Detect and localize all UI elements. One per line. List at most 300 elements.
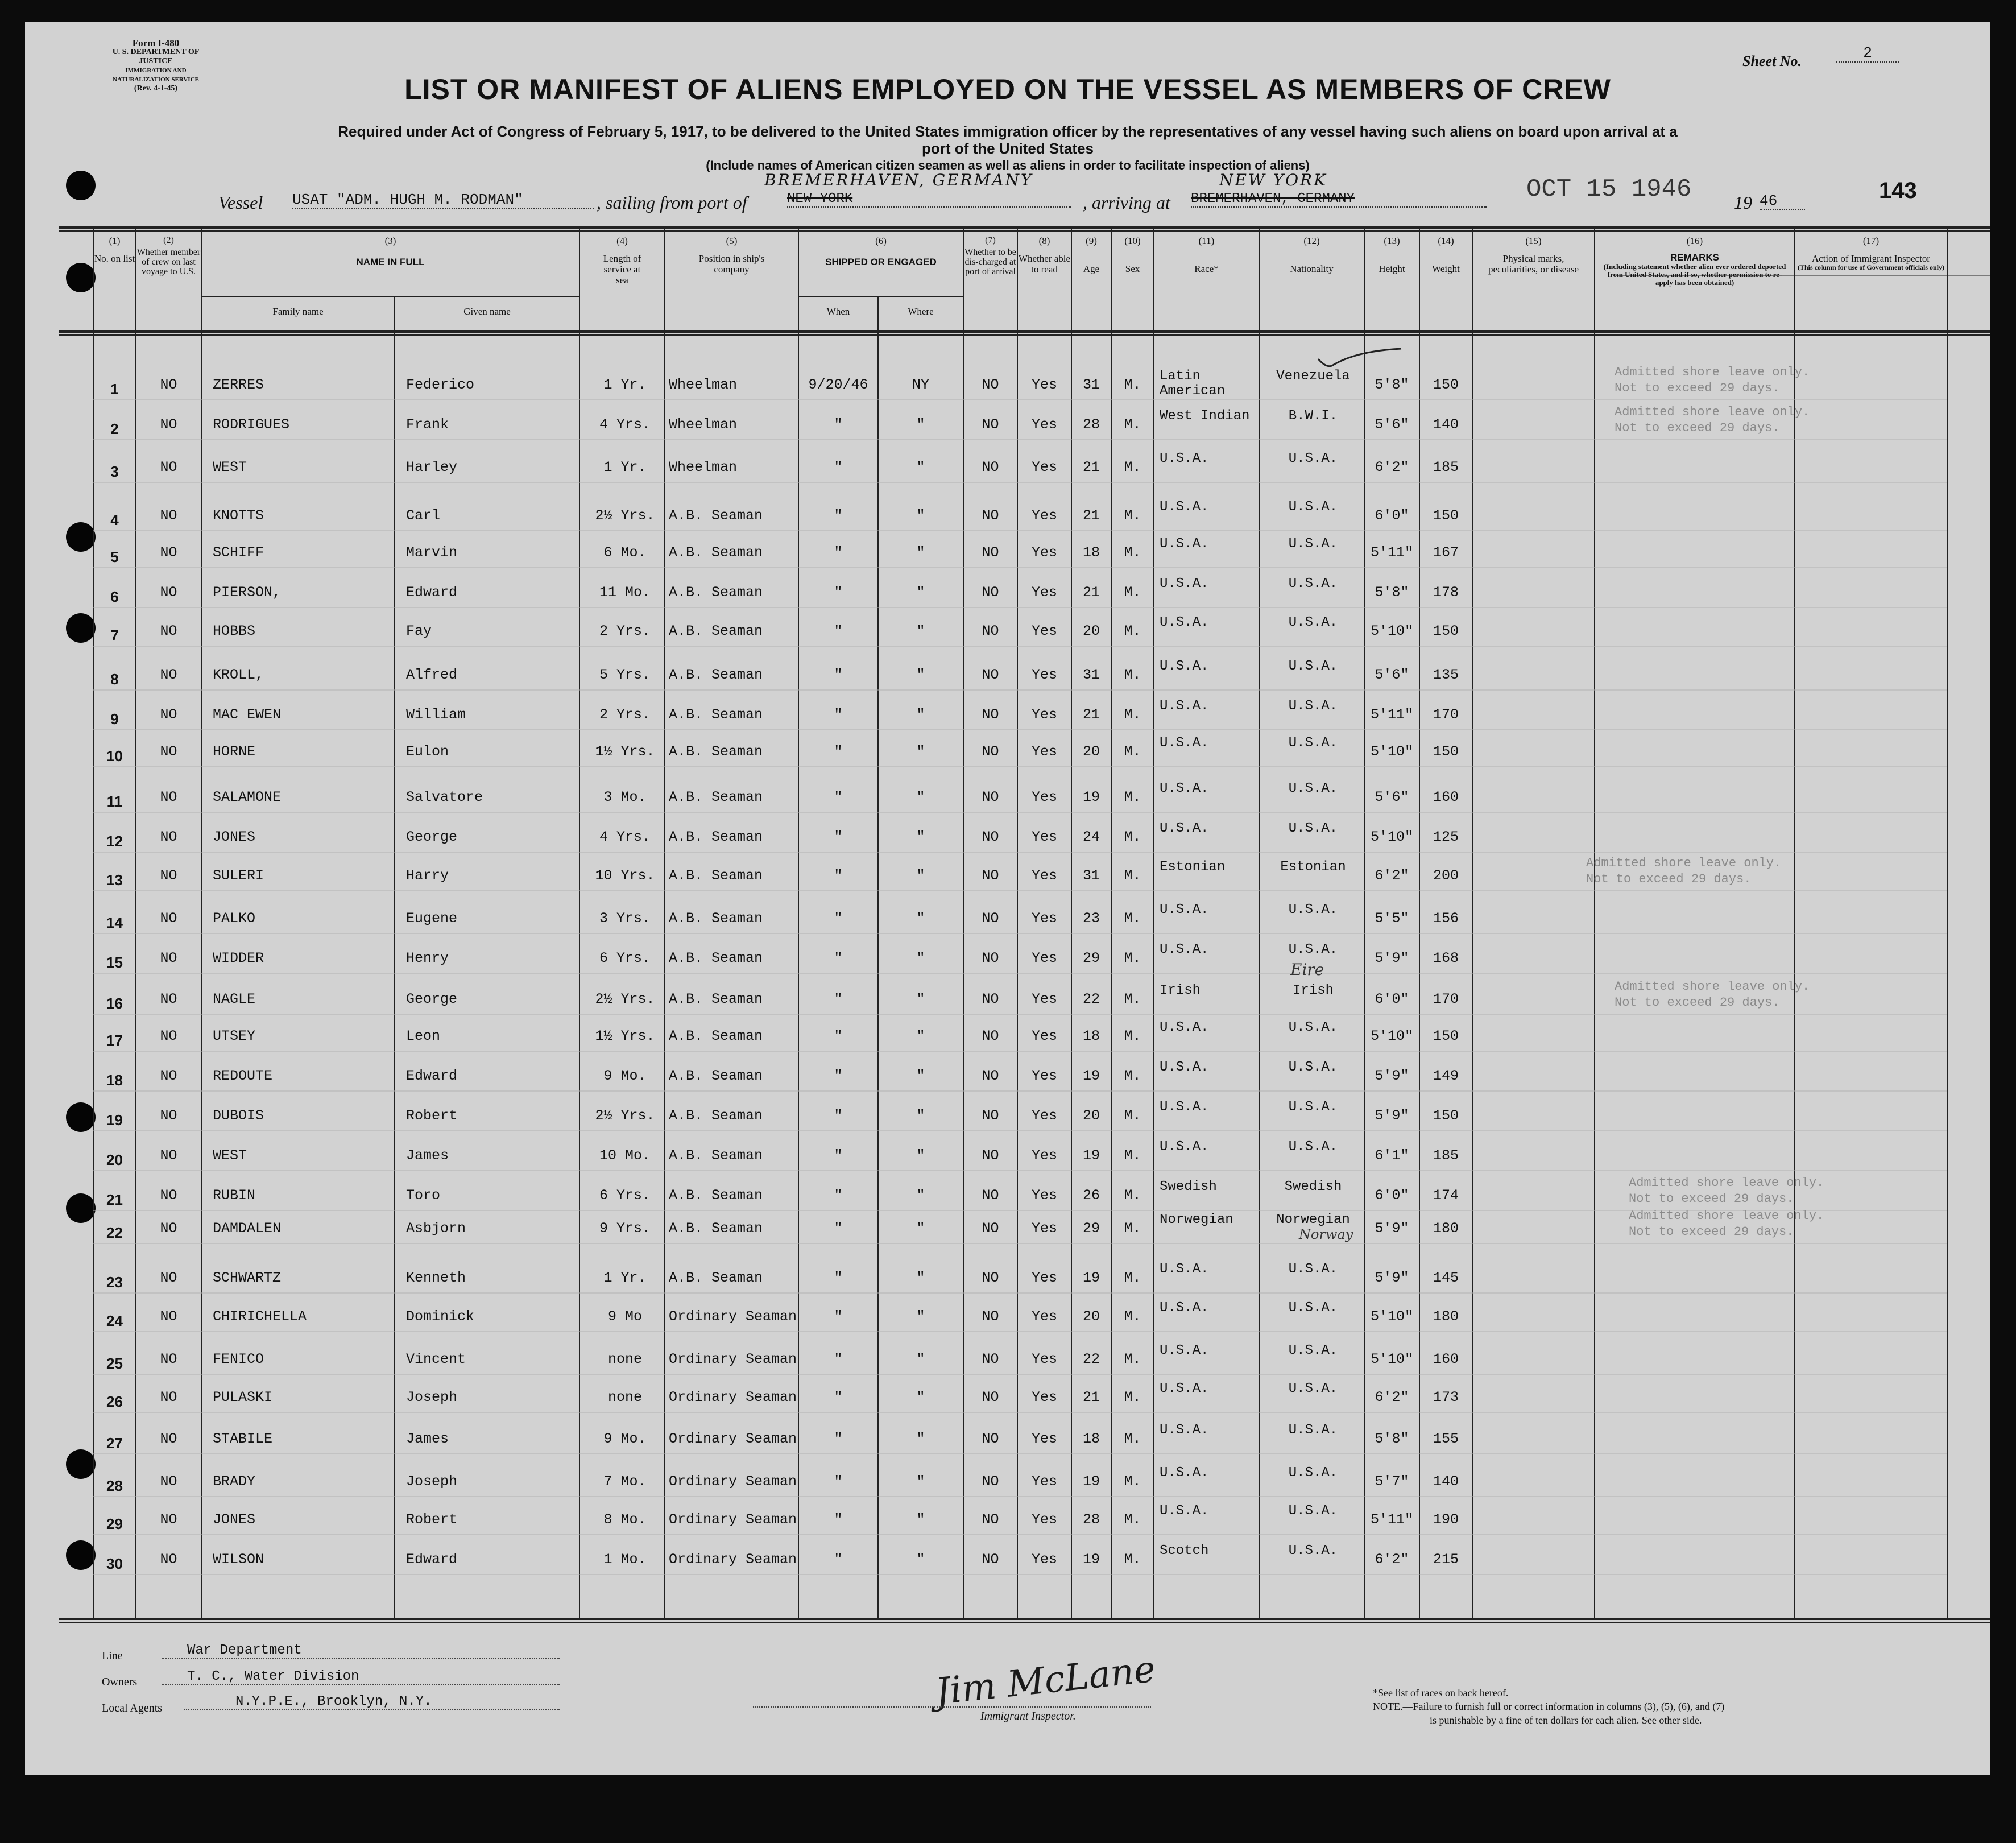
cell-sex: M. <box>1124 950 1141 966</box>
remark-stamp <box>1586 856 1781 887</box>
cell-nationality: U.S.A. <box>1288 1020 1338 1035</box>
cell-prev: NO <box>160 416 177 433</box>
cell-family: BRADY <box>213 1473 256 1490</box>
col-2-header: (2) Whether member of crew on last voyage to U.S. <box>136 235 201 276</box>
cell-prev: NO <box>160 910 177 927</box>
cell-height: 5'11" <box>1370 544 1413 561</box>
cell-height: 5'10" <box>1370 1308 1413 1325</box>
cell-height: 5'10" <box>1370 1028 1413 1044</box>
cell-height: 6'2" <box>1375 1389 1409 1406</box>
cell-when: " <box>834 1068 843 1084</box>
cell-where: " <box>916 623 925 639</box>
form-revision: (Rev. 4-1-45) <box>134 84 178 93</box>
cell-service: 1 Mo. <box>603 1551 647 1568</box>
cell-prev: NO <box>160 1028 177 1044</box>
cell-age: 20 <box>1082 623 1100 639</box>
cell-nationality: U.S.A. <box>1288 451 1338 466</box>
cell-discharged: NO <box>982 829 999 845</box>
cell-race: U.S.A. <box>1160 1423 1209 1438</box>
cell-nationality: U.S.A. <box>1288 699 1338 714</box>
col-11-header: (11) Race* <box>1194 235 1219 274</box>
cell-weight: 155 <box>1433 1431 1459 1447</box>
cell-when: " <box>834 1187 843 1204</box>
cell-when: 9/20/46 <box>808 377 868 393</box>
inspector-label: Immigrant Inspector. <box>980 1710 1076 1722</box>
cell-discharged: NO <box>982 789 999 805</box>
cell-weight: 135 <box>1433 667 1459 683</box>
cell-nationality: U.S.A. <box>1288 536 1338 552</box>
col-6a-header: When <box>826 306 850 317</box>
cell-prev: NO <box>160 867 177 884</box>
cell-height: 5'10" <box>1370 1351 1413 1367</box>
local-agents-label: Local Agents <box>102 1702 163 1714</box>
cell-weight: 174 <box>1433 1187 1459 1204</box>
cell-sex: M. <box>1124 1431 1141 1447</box>
cell-given: Federico <box>406 377 475 393</box>
cell-when: " <box>834 623 843 639</box>
form-number: Form I-480 <box>132 38 180 48</box>
cell-discharged: NO <box>982 910 999 927</box>
row-number: 24 <box>106 1312 123 1329</box>
remark-stamp <box>1615 979 1810 1011</box>
from-port-typed: NEW YORK <box>787 191 1071 208</box>
cell-family: JONES <box>213 829 256 845</box>
cell-sex: M. <box>1124 623 1141 639</box>
cell-read: Yes <box>1031 544 1057 561</box>
row-number: 9 <box>110 710 119 728</box>
cell-service: 5 Yrs. <box>599 667 651 683</box>
cell-nationality: Venezuela <box>1276 369 1350 384</box>
col-3b-header: Given name <box>463 306 511 317</box>
col-14-header: (14) Weight <box>1432 235 1460 274</box>
cell-where: " <box>916 1220 925 1237</box>
remark-line: Not to exceed 29 days. <box>1615 381 1780 395</box>
cell-when: " <box>834 459 843 476</box>
cell-sex: M. <box>1124 829 1141 845</box>
row-number: 26 <box>106 1393 123 1410</box>
cell-race: U.S.A. <box>1160 821 1209 836</box>
cell-service: 1½ Yrs. <box>595 1028 655 1044</box>
cell-age: 20 <box>1082 1108 1100 1124</box>
cell-given: Salvatore <box>406 789 483 805</box>
cell-weight: 150 <box>1433 507 1459 524</box>
cell-sex: M. <box>1124 1308 1141 1325</box>
cell-sex: M. <box>1124 706 1141 723</box>
cell-sex: M. <box>1124 789 1141 805</box>
cell-sex: M. <box>1124 1187 1141 1204</box>
cell-read: Yes <box>1031 623 1057 639</box>
cell-height: 5'10" <box>1370 623 1413 639</box>
page-title: LIST OR MANIFEST OF ALIENS EMPLOYED ON THE VESSEL AS MEMBERS OF CREW <box>404 73 1611 105</box>
cell-family: PULASKI <box>213 1389 273 1406</box>
col-8-header: (8) Whether able to read <box>1018 235 1071 275</box>
cell-where: " <box>916 1068 925 1084</box>
cell-discharged: NO <box>982 1028 999 1044</box>
arriving-at-label: , arriving at <box>1083 192 1170 213</box>
cell-weight: 150 <box>1433 1028 1459 1044</box>
cell-family: RODRIGUES <box>213 416 290 433</box>
cell-where: " <box>916 1473 925 1490</box>
cell-prev: NO <box>160 789 177 805</box>
col-9-header: (9) Age <box>1083 235 1100 274</box>
line-value: War Department <box>162 1643 560 1659</box>
col-16-header: (16) REMARKS (Including statement whether alien ever ordered deported from United States, and if so, whether permission to re-apply has been obtained) <box>1603 235 1786 287</box>
cell-read: Yes <box>1031 1511 1057 1528</box>
cell-when: " <box>834 789 843 805</box>
col-13-header: (13) Height <box>1379 235 1405 274</box>
cell-race: West Indian <box>1160 408 1250 424</box>
cell-discharged: NO <box>982 584 999 601</box>
cell-family: WEST <box>213 1147 247 1164</box>
cell-nationality: Irish <box>1292 983 1334 998</box>
cell-height: 6'0" <box>1375 991 1409 1007</box>
cell-weight: 167 <box>1433 544 1459 561</box>
row-number: 14 <box>106 914 123 931</box>
cell-nationality: U.S.A. <box>1288 821 1338 836</box>
cell-when: " <box>834 416 843 433</box>
cell-service: 4 Yrs. <box>599 829 651 845</box>
cell-weight: 150 <box>1433 377 1459 393</box>
remark-line: Admitted shore leave only. <box>1615 405 1810 419</box>
cell-position: A.B. Seaman <box>669 743 763 760</box>
cell-discharged: NO <box>982 1068 999 1084</box>
row-number: 18 <box>106 1072 123 1089</box>
cell-position: Ordinary Seaman <box>669 1473 797 1490</box>
cell-age: 20 <box>1082 743 1100 760</box>
cell-given: Eulon <box>406 743 449 760</box>
row-number: 28 <box>106 1477 123 1494</box>
owners-label: Owners <box>102 1676 138 1688</box>
cell-discharged: NO <box>982 1220 999 1237</box>
cell-given: William <box>406 706 466 723</box>
col-5-header: (5) Position in ship's company <box>698 235 765 275</box>
cell-given: Harry <box>406 867 449 884</box>
cell-position: A.B. Seaman <box>669 706 763 723</box>
cell-family: PIERSON, <box>213 584 282 601</box>
cell-prev: NO <box>160 1351 177 1367</box>
remark-line: Admitted shore leave only. <box>1615 980 1810 994</box>
cell-prev: NO <box>160 623 177 639</box>
cell-nationality: U.S.A. <box>1288 1503 1338 1519</box>
cell-race: Norwegian <box>1160 1212 1233 1228</box>
cell-prev: NO <box>160 706 177 723</box>
cell-age: 21 <box>1082 507 1100 524</box>
cell-given: Robert <box>406 1511 458 1528</box>
cell-race: U.S.A. <box>1160 781 1209 796</box>
cell-position: A.B. Seaman <box>669 789 763 805</box>
cell-nationality: B.W.I. <box>1288 408 1338 424</box>
cell-prev: NO <box>160 1389 177 1406</box>
cell-height: 6'2" <box>1375 1551 1409 1568</box>
cell-weight: 180 <box>1433 1220 1459 1237</box>
cell-height: 5'6" <box>1375 667 1409 683</box>
year-value: 46 <box>1760 192 1805 210</box>
remark-stamp <box>1629 1208 1824 1240</box>
cell-height: 6'0" <box>1375 1187 1409 1204</box>
cell-when: " <box>834 1431 843 1447</box>
cell-when: " <box>834 1511 843 1528</box>
col-6-header: (6) SHIPPED OR ENGAGED <box>825 235 937 267</box>
cell-when: " <box>834 584 843 601</box>
cell-given: Edward <box>406 1551 458 1568</box>
cell-prev: NO <box>160 1147 177 1164</box>
cell-read: Yes <box>1031 1551 1057 1568</box>
cell-discharged: NO <box>982 1473 999 1490</box>
cell-weight: 150 <box>1433 743 1459 760</box>
cell-weight: 170 <box>1433 991 1459 1007</box>
cell-where: " <box>916 1270 925 1286</box>
cell-height: 6'0" <box>1375 507 1409 524</box>
cell-prev: NO <box>160 1270 177 1286</box>
cell-nationality: U.S.A. <box>1288 1543 1338 1559</box>
cell-position: A.B. Seaman <box>669 1270 763 1286</box>
cell-age: 21 <box>1082 706 1100 723</box>
row-number: 13 <box>106 871 123 889</box>
cell-prev: NO <box>160 1473 177 1490</box>
cell-position: Wheelman <box>669 416 738 433</box>
cell-age: 19 <box>1082 1068 1100 1084</box>
col-6b-header: Where <box>908 306 934 317</box>
to-port-handwritten: NEW YORK <box>1219 171 1328 189</box>
cell-height: 5'8" <box>1375 1431 1409 1447</box>
cell-discharged: NO <box>982 1308 999 1325</box>
cell-where: " <box>916 1511 925 1528</box>
cell-family: WIDDER <box>213 950 264 966</box>
cell-where: " <box>916 507 925 524</box>
cell-race: U.S.A. <box>1160 902 1209 918</box>
cell-read: Yes <box>1031 1351 1057 1367</box>
cell-age: 22 <box>1082 991 1100 1007</box>
cell-height: 5'9" <box>1375 950 1409 966</box>
vessel-name: USAT "ADM. HUGH M. RODMAN" <box>292 191 594 209</box>
cell-discharged: NO <box>982 1270 999 1286</box>
cell-height: 5'9" <box>1375 1220 1409 1237</box>
remark-line: Admitted shore leave only. <box>1629 1209 1824 1223</box>
cell-when: " <box>834 507 843 524</box>
cell-race: U.S.A. <box>1160 615 1209 630</box>
cell-nationality: U.S.A. <box>1288 499 1338 515</box>
cell-discharged: NO <box>982 507 999 524</box>
cell-age: 21 <box>1082 459 1100 476</box>
cell-position: Ordinary Seaman <box>669 1431 797 1447</box>
cell-height: 5'10" <box>1370 829 1413 845</box>
cell-prev: NO <box>160 1308 177 1325</box>
cell-nationality: U.S.A. <box>1288 1465 1338 1481</box>
cell-position: Wheelman <box>669 459 738 476</box>
cell-given: Frank <box>406 416 449 433</box>
cell-given: Robert <box>406 1108 458 1124</box>
cell-prev: NO <box>160 584 177 601</box>
cell-given: Kenneth <box>406 1270 466 1286</box>
cell-where: " <box>916 584 925 601</box>
cell-height: 5'7" <box>1375 1473 1409 1490</box>
cell-prev: NO <box>160 829 177 845</box>
cell-family: JONES <box>213 1511 256 1528</box>
cell-position: A.B. Seaman <box>669 1108 763 1124</box>
cell-nationality: U.S.A. <box>1288 1262 1338 1277</box>
remark-line: Admitted shore leave only. <box>1615 365 1810 379</box>
cell-weight: 140 <box>1433 1473 1459 1490</box>
cell-age: 31 <box>1082 377 1100 393</box>
service-name: IMMIGRATION AND NATURALIZATION SERVICE <box>113 67 199 83</box>
cell-where: " <box>916 416 925 433</box>
cell-position: Ordinary Seaman <box>669 1389 797 1406</box>
cell-prev: NO <box>160 459 177 476</box>
cell-discharged: NO <box>982 1389 999 1406</box>
cell-where: " <box>916 867 925 884</box>
cell-prev: NO <box>160 377 177 393</box>
cell-age: 29 <box>1082 950 1100 966</box>
remark-line: Not to exceed 29 days. <box>1629 1225 1794 1239</box>
cell-age: 19 <box>1082 1270 1100 1286</box>
cell-nationality: Swedish <box>1284 1179 1342 1195</box>
cell-age: 26 <box>1082 1187 1100 1204</box>
cell-family: STABILE <box>213 1431 273 1447</box>
cell-nationality: U.S.A. <box>1288 1139 1338 1155</box>
cell-race: U.S.A. <box>1160 1465 1209 1481</box>
cell-where: " <box>916 910 925 927</box>
cell-race: U.S.A. <box>1160 659 1209 674</box>
cell-age: 18 <box>1082 1028 1100 1044</box>
cell-race: U.S.A. <box>1160 1381 1209 1396</box>
cell-when: " <box>834 910 843 927</box>
cell-read: Yes <box>1031 507 1057 524</box>
row-number: 12 <box>106 833 123 850</box>
cell-race: U.S.A. <box>1160 699 1209 714</box>
cell-discharged: NO <box>982 1351 999 1367</box>
remark-line: Not to exceed 29 days. <box>1615 421 1780 435</box>
cell-prev: NO <box>160 544 177 561</box>
cell-race: U.S.A. <box>1160 1503 1209 1519</box>
cell-service: 1 Yr. <box>603 1270 647 1286</box>
cell-when: " <box>834 991 843 1007</box>
row-number: 11 <box>106 793 123 810</box>
cell-given: Henry <box>406 950 449 966</box>
cell-where: " <box>916 829 925 845</box>
cell-race: Swedish <box>1160 1179 1217 1195</box>
cell-where: NY <box>912 377 929 393</box>
cell-read: Yes <box>1031 377 1057 393</box>
row-number: 1 <box>110 381 119 398</box>
cell-age: 19 <box>1082 789 1100 805</box>
cell-where: " <box>916 743 925 760</box>
cell-family: FENICO <box>213 1351 264 1367</box>
cell-family: DAMDALEN <box>213 1220 282 1237</box>
cell-age: 22 <box>1082 1351 1100 1367</box>
cell-age: 21 <box>1082 584 1100 601</box>
cell-position: A.B. Seaman <box>669 910 763 927</box>
sailing-from-label: , sailing from port of <box>597 192 747 213</box>
cell-weight: 150 <box>1433 1108 1459 1124</box>
cell-prev: NO <box>160 1431 177 1447</box>
cell-family: KNOTTS <box>213 507 264 524</box>
cell-read: Yes <box>1031 1068 1057 1084</box>
cell-height: 6'2" <box>1375 867 1409 884</box>
cell-race: U.S.A. <box>1160 1060 1209 1075</box>
row-number: 10 <box>106 747 123 765</box>
cell-height: 5'8" <box>1375 377 1409 393</box>
cell-family: PALKO <box>213 910 256 927</box>
cell-sex: M. <box>1124 910 1141 927</box>
cell-race: U.S.A. <box>1160 451 1209 466</box>
cell-service: 11 Mo. <box>599 584 651 601</box>
cell-read: Yes <box>1031 1108 1057 1124</box>
cell-read: Yes <box>1031 706 1057 723</box>
cell-discharged: NO <box>982 1551 999 1568</box>
cell-sex: M. <box>1124 1270 1141 1286</box>
cell-family: HORNE <box>213 743 256 760</box>
cell-race: U.S.A. <box>1160 1100 1209 1115</box>
cell-sex: M. <box>1124 1108 1141 1124</box>
cell-discharged: NO <box>982 991 999 1007</box>
cell-discharged: NO <box>982 743 999 760</box>
cell-nationality: U.S.A. <box>1288 1100 1338 1115</box>
cell-prev: NO <box>160 1511 177 1528</box>
cell-sex: M. <box>1124 1220 1141 1237</box>
cell-family: KROLL, <box>213 667 264 683</box>
cell-read: Yes <box>1031 991 1057 1007</box>
cell-nationality: U.S.A. <box>1288 942 1338 957</box>
cell-height: 5'9" <box>1375 1068 1409 1084</box>
cell-given: Vincent <box>406 1351 466 1367</box>
cell-family: SCHIFF <box>213 544 264 561</box>
cell-where: " <box>916 459 925 476</box>
cell-discharged: NO <box>982 1108 999 1124</box>
cell-given: Leon <box>406 1028 441 1044</box>
cell-given: Toro <box>406 1187 441 1204</box>
cell-family: SULERI <box>213 867 264 884</box>
cell-height: 5'8" <box>1375 584 1409 601</box>
cell-weight: 160 <box>1433 1351 1459 1367</box>
cell-position: A.B. Seaman <box>669 1068 763 1084</box>
cell-position: Ordinary Seaman <box>669 1308 797 1325</box>
cell-discharged: NO <box>982 623 999 639</box>
cell-when: " <box>834 867 843 884</box>
cell-family: SCHWARTZ <box>213 1270 282 1286</box>
cell-where: " <box>916 1108 925 1124</box>
cell-height: 6'2" <box>1375 459 1409 476</box>
row-number: 15 <box>106 954 123 971</box>
cell-discharged: NO <box>982 1431 999 1447</box>
cell-sex: M. <box>1124 743 1141 760</box>
cell-where: " <box>916 991 925 1007</box>
cell-nationality: U.S.A. <box>1288 576 1338 592</box>
cell-age: 24 <box>1082 829 1100 845</box>
line-label: Line <box>102 1650 123 1662</box>
cell-weight: 168 <box>1433 950 1459 966</box>
cell-service: 9 Mo. <box>603 1068 647 1084</box>
cell-sex: M. <box>1124 416 1141 433</box>
cell-read: Yes <box>1031 1187 1057 1204</box>
cell-discharged: NO <box>982 459 999 476</box>
cell-sex: M. <box>1124 377 1141 393</box>
row-number: 16 <box>106 995 123 1012</box>
cell-read: Yes <box>1031 1389 1057 1406</box>
cell-read: Yes <box>1031 584 1057 601</box>
cell-age: 19 <box>1082 1473 1100 1490</box>
cell-position: A.B. Seaman <box>669 667 763 683</box>
cell-sex: M. <box>1124 991 1141 1007</box>
cell-read: Yes <box>1031 1473 1057 1490</box>
cell-weight: 200 <box>1433 867 1459 884</box>
row-number: 5 <box>110 548 119 565</box>
owners-value: T. C., Water Division <box>162 1669 560 1685</box>
cell-weight: 173 <box>1433 1389 1459 1406</box>
cell-prev: NO <box>160 1551 177 1568</box>
cell-sex: M. <box>1124 584 1141 601</box>
cell-weight: 215 <box>1433 1551 1459 1568</box>
row-number: 2 <box>110 420 119 437</box>
